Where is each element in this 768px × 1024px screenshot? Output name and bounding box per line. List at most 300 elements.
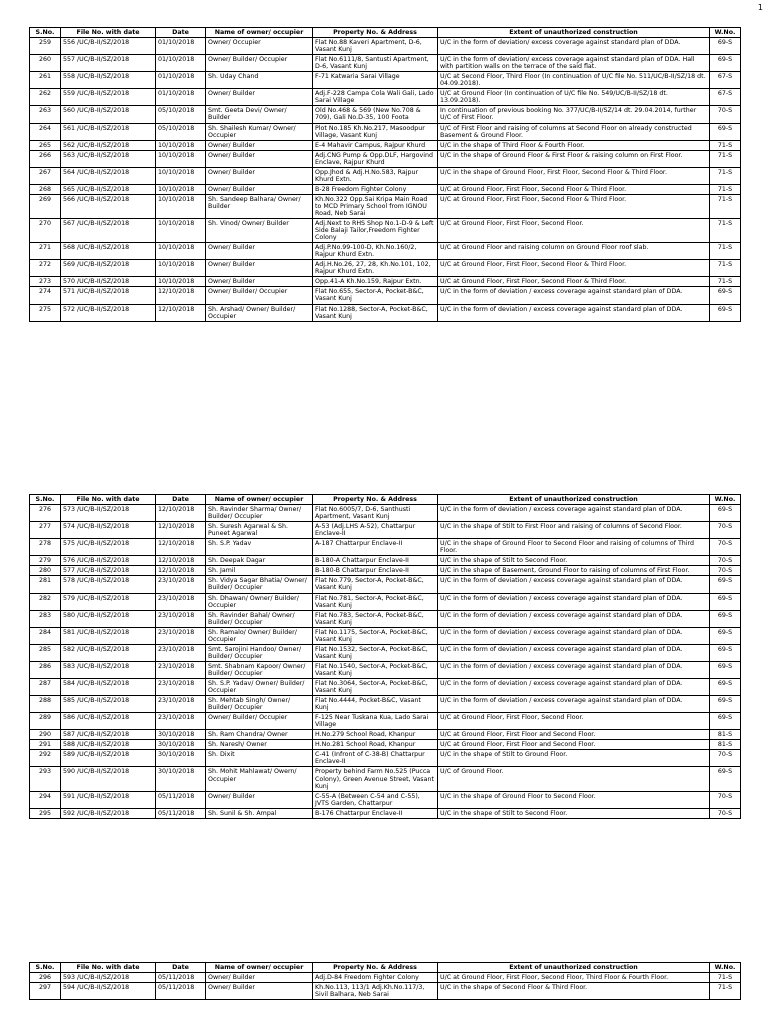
- cell-property: F-125 Near Tuskana Kua, Lado Sarai Village: [313, 713, 438, 730]
- column-header-property: Property No. & Address: [313, 963, 438, 973]
- cell-wno: 71-S: [710, 219, 741, 243]
- table-row: [30, 194, 741, 218]
- cell-date: 30/10/2018: [156, 740, 206, 750]
- cell-file: 562 /UC/B-II/SZ/2018: [61, 140, 156, 150]
- cell-owner: Sh. Deepak Dagar: [206, 556, 313, 566]
- cell-extent: U/C at Ground Floor, First Floor, Second Floor & Third Floor.: [438, 260, 710, 277]
- cell-wno: 70-S: [710, 808, 741, 818]
- cell-file: 581 /UC/B-II/SZ/2018: [61, 627, 156, 644]
- cell-owner: Sh. Arshad/ Owner/ Builder/ Occupier: [206, 304, 313, 321]
- cell-wno: 67-S: [710, 89, 741, 106]
- cell-property: Flat No.6005/7, D-6, Santhusti Apartment, Vasant Kunj: [313, 505, 438, 522]
- cell-property: Flat No.1532, Sector-A, Pocket-B&C, Vasant Kunj: [313, 644, 438, 661]
- cell-extent: U/C at Ground Floor, First Floor, Second Floor & Third Floor.: [438, 184, 710, 194]
- cell-wno: 69-S: [710, 644, 741, 661]
- cell-sno: 264: [30, 123, 61, 140]
- cell-sno: 293: [30, 767, 61, 791]
- column-header-extent: Extent of unauthorized construction: [438, 28, 710, 38]
- cell-file: 575 /UC/B-II/SZ/2018: [61, 539, 156, 556]
- cell-date: 10/10/2018: [156, 277, 206, 287]
- table-row: [30, 713, 741, 730]
- cell-property: C-41 (Infront of C-38-B) Chattarpur Enclave-II: [313, 750, 438, 767]
- table-row: [30, 277, 741, 287]
- cell-file: 593 /UC/B-II/SZ/2018: [61, 973, 156, 983]
- cell-sno: 263: [30, 106, 61, 123]
- cell-sno: 288: [30, 696, 61, 713]
- cell-file: 579 /UC/B-II/SZ/2018: [61, 593, 156, 610]
- cell-sno: 259: [30, 38, 61, 55]
- cell-property: Adj.F-228 Campa Cola Wali Gali, Lado Sarai Village: [313, 89, 438, 106]
- cell-sno: 266: [30, 150, 61, 167]
- cell-extent: U/C in the shape of Ground Floor & First Floor & raising column on First Floor.: [438, 150, 710, 167]
- cell-wno: 69-S: [710, 304, 741, 321]
- cell-owner: Owner/ Builder: [206, 243, 313, 260]
- cell-property: Flat No.781, Sector-A, Pocket-B&C, Vasant Kunj: [313, 593, 438, 610]
- column-header-wno: W.No.: [710, 963, 741, 973]
- cell-date: 23/10/2018: [156, 644, 206, 661]
- cell-date: 12/10/2018: [156, 556, 206, 566]
- cell-extent: U/C in the form of deviation / excess coverage against standard plan of DDA.: [438, 304, 710, 321]
- cell-extent: U/C in the form of deviation / excess coverage against standard plan of DDA.: [438, 661, 710, 678]
- table-row: [30, 522, 741, 539]
- cell-file: 578 /UC/B-II/SZ/2018: [61, 576, 156, 593]
- cell-file: 576 /UC/B-II/SZ/2018: [61, 556, 156, 566]
- cell-extent: In continuation of previous booking No. 377/UC/B-II/SZ/14 dt. 29.04.2014, further U/C of First Floor.: [438, 106, 710, 123]
- cell-file: 571 /UC/B-II/SZ/2018: [61, 287, 156, 304]
- cell-extent: U/C in the shape of Ground Floor to Second Floor.: [438, 791, 710, 808]
- cell-property: C-55-A (Between C-54 and C-55), JVTS Garden, Chattarpur: [313, 791, 438, 808]
- column-header-extent: Extent of unauthorized construction: [438, 495, 710, 505]
- cell-extent: U/C in the form of deviation / excess coverage against standard plan of DDA.: [438, 505, 710, 522]
- cell-owner: Sh. Dixit: [206, 750, 313, 767]
- cell-property: Flat No.1288, Sector-A, Pocket-B&C, Vasant Kunj: [313, 304, 438, 321]
- cell-date: 23/10/2018: [156, 576, 206, 593]
- cell-file: 572 /UC/B-II/SZ/2018: [61, 304, 156, 321]
- cell-owner: Owner/ Builder: [206, 167, 313, 184]
- cell-date: 12/10/2018: [156, 539, 206, 556]
- cell-owner: Smt. Geeta Devi/ Owner/ Builder: [206, 106, 313, 123]
- table-row: [30, 973, 741, 983]
- cell-owner: Owner/ Builder: [206, 277, 313, 287]
- cell-file: 561 /UC/B-II/SZ/2018: [61, 123, 156, 140]
- table-row: [30, 287, 741, 304]
- column-header-file: File No. with date: [61, 963, 156, 973]
- cell-extent: U/C in the shape of Stilt to First Floor and raising of columns of Second Floor.: [438, 522, 710, 539]
- cell-wno: 69-S: [710, 55, 741, 72]
- cell-owner: Owner/ Builder: [206, 150, 313, 167]
- cell-date: 30/10/2018: [156, 750, 206, 767]
- cell-property: B-180-B Chattarpur Enclave-II: [313, 566, 438, 576]
- cell-wno: 69-S: [710, 38, 741, 55]
- cell-extent: U/C at Ground Floor, First Floor and Second Floor.: [438, 730, 710, 740]
- cell-extent: U/C in the shape of Third Floor & Fourth Floor.: [438, 140, 710, 150]
- cell-date: 01/10/2018: [156, 72, 206, 89]
- table-row: [30, 505, 741, 522]
- cell-sno: 286: [30, 661, 61, 678]
- cell-owner: Sh. Sandeep Balhara/ Owner/ Builder: [206, 194, 313, 218]
- cell-extent: U/C in the shape of Second Floor & Third Floor.: [438, 983, 710, 1000]
- cell-extent: U/C in the form of deviation / excess coverage against standard plan of DDA.: [438, 696, 710, 713]
- column-header-owner: Name of owner/ occupier: [206, 963, 313, 973]
- cell-extent: U/C of Ground Floor.: [438, 767, 710, 791]
- table-row: [30, 678, 741, 695]
- cell-extent: U/C in the form of deviation / excess coverage against standard plan of DDA.: [438, 678, 710, 695]
- cell-sno: 272: [30, 260, 61, 277]
- table-row: [30, 730, 741, 740]
- cell-owner: Sh. Shailesh Kumar/ Owner/ Occupier: [206, 123, 313, 140]
- cell-date: 23/10/2018: [156, 627, 206, 644]
- cell-extent: U/C at Ground Floor, First Floor, Second Floor.: [438, 713, 710, 730]
- cell-extent: U/C in the shape of Basement, Ground Floor to raising of columns of First Floor.: [438, 566, 710, 576]
- cell-owner: Sh. Sunil & Sh. Ampal: [206, 808, 313, 818]
- cell-wno: 71-S: [710, 150, 741, 167]
- cell-file: 568 /UC/B-II/SZ/2018: [61, 243, 156, 260]
- cell-date: 05/11/2018: [156, 808, 206, 818]
- cell-file: 594 /UC/B-II/SZ/2018: [61, 983, 156, 1000]
- cell-sno: 297: [30, 983, 61, 1000]
- cell-property: Plot No.185 Kh.No.217, Masoodpur Village, Vasant Kunj: [313, 123, 438, 140]
- column-header-date: Date: [156, 28, 206, 38]
- cell-date: 05/10/2018: [156, 123, 206, 140]
- cell-property: Adj.Next to RHS Shop No.1-D-9 & Left Side Balaji Tailor,Freedom Fighter Colony: [313, 219, 438, 243]
- cell-date: 10/10/2018: [156, 140, 206, 150]
- cell-owner: Sh. S.P. Yadav/ Owner/ Builder/ Occupier: [206, 678, 313, 695]
- table-row: [30, 219, 741, 243]
- cell-sno: 281: [30, 576, 61, 593]
- cell-wno: 71-S: [710, 194, 741, 218]
- cell-extent: U/C in the shape of Ground Floor to Second Floor and raising of columns of Third Floor.: [438, 539, 710, 556]
- column-header-sno: S.No.: [30, 28, 61, 38]
- cell-wno: 69-S: [710, 123, 741, 140]
- cell-date: 10/10/2018: [156, 219, 206, 243]
- cell-extent: U/C in the shape of Ground Floor, First Floor, Second Floor & Third Floor.: [438, 167, 710, 184]
- cell-owner: Sh. Suresh Agarwal & Sh. Puneet Agarwal: [206, 522, 313, 539]
- table-row: [30, 808, 741, 818]
- cell-file: 566 /UC/B-II/SZ/2018: [61, 194, 156, 218]
- cell-property: Adj.D-84 Freedom Fighter Colony: [313, 973, 438, 983]
- records-table: [29, 962, 741, 1000]
- column-header-property: Property No. & Address: [313, 495, 438, 505]
- cell-sno: 276: [30, 505, 61, 522]
- cell-sno: 294: [30, 791, 61, 808]
- cell-date: 10/10/2018: [156, 167, 206, 184]
- cell-date: 10/10/2018: [156, 243, 206, 260]
- cell-sno: 261: [30, 72, 61, 89]
- cell-file: 573 /UC/B-II/SZ/2018: [61, 505, 156, 522]
- table-row: [30, 566, 741, 576]
- cell-property: A-53 (Adj.LHS A-52), Chattarpur Enclave-II: [313, 522, 438, 539]
- cell-sno: 282: [30, 593, 61, 610]
- cell-wno: 69-S: [710, 593, 741, 610]
- cell-wno: 81-S: [710, 740, 741, 750]
- table-row: [30, 661, 741, 678]
- table-header-row: [30, 495, 741, 505]
- table-header-row: [30, 28, 741, 38]
- cell-property: Adj.CNG Pump & Opp.DLF, Hargovind Enclave, Rajpur Khurd: [313, 150, 438, 167]
- cell-wno: 70-S: [710, 566, 741, 576]
- cell-date: 12/10/2018: [156, 505, 206, 522]
- cell-property: B-176 Chattarpur Enclave-II: [313, 808, 438, 818]
- cell-date: 01/10/2018: [156, 89, 206, 106]
- cell-file: 583 /UC/B-II/SZ/2018: [61, 661, 156, 678]
- cell-date: 30/10/2018: [156, 730, 206, 740]
- cell-property: Flat No.88 Kaveri Apartment, D-6, Vasant Kunj: [313, 38, 438, 55]
- cell-property: Old No.468 & 569 (New No.708 & 709), Gali No.D-35, 100 Foota: [313, 106, 438, 123]
- table-section-1: [29, 27, 740, 322]
- cell-file: 560 /UC/B-II/SZ/2018: [61, 106, 156, 123]
- cell-file: 577 /UC/B-II/SZ/2018: [61, 566, 156, 576]
- cell-extent: U/C at Ground Floor, First Floor and Second Floor.: [438, 740, 710, 750]
- cell-owner: Sh. Dhawan/ Owner/ Builder/ Occupier: [206, 593, 313, 610]
- cell-owner: Owner/ Builder: [206, 791, 313, 808]
- cell-sno: 265: [30, 140, 61, 150]
- cell-wno: 71-S: [710, 983, 741, 1000]
- table-header-row: [30, 963, 741, 973]
- cell-property: Kh.No.322 Opp.Sai Kripa Main Road to MCD Primary School from IGNOU Road, Neb Sarai: [313, 194, 438, 218]
- cell-property: Flat No.1540, Sector-A, Pocket-B&C, Vasant Kunj: [313, 661, 438, 678]
- cell-date: 05/11/2018: [156, 973, 206, 983]
- cell-wno: 71-S: [710, 973, 741, 983]
- cell-date: 01/10/2018: [156, 38, 206, 55]
- cell-date: 23/10/2018: [156, 593, 206, 610]
- table-row: [30, 539, 741, 556]
- column-header-sno: S.No.: [30, 963, 61, 973]
- cell-extent: U/C of First Floor and raising of columns at Second Floor on already constructed Basement & Ground Floor.: [438, 123, 710, 140]
- cell-file: 559 /UC/B-II/SZ/2018: [61, 89, 156, 106]
- cell-wno: 71-S: [710, 277, 741, 287]
- cell-file: 592 /UC/B-II/SZ/2018: [61, 808, 156, 818]
- column-header-wno: W.No.: [710, 28, 741, 38]
- cell-date: 12/10/2018: [156, 566, 206, 576]
- cell-extent: U/C at Ground Floor, First Floor, Second Floor & Third Floor.: [438, 277, 710, 287]
- cell-sno: 270: [30, 219, 61, 243]
- column-header-property: Property No. & Address: [313, 28, 438, 38]
- cell-wno: 70-S: [710, 539, 741, 556]
- cell-file: 588 /UC/B-II/SZ/2018: [61, 740, 156, 750]
- cell-property: Kh.No.113, 113/1 Adj.Kh.No.117/3, Sivil Balhara, Neb Sarai: [313, 983, 438, 1000]
- cell-wno: 71-S: [710, 140, 741, 150]
- cell-wno: 81-S: [710, 730, 741, 740]
- cell-owner: Sh. Ravinder Bahal/ Owner/ Builder/ Occupier: [206, 610, 313, 627]
- cell-property: Flat No.783, Sector-A, Pocket-B&C, Vasant Kunj: [313, 610, 438, 627]
- cell-extent: U/C in the form of deviation / excess coverage against standard plan of DDA.: [438, 610, 710, 627]
- page-number: 1: [757, 3, 763, 12]
- cell-owner: Smt. Shabnam Kapoor/ Owner/ Builder/ Occupier: [206, 661, 313, 678]
- table-row: [30, 767, 741, 791]
- table-row: [30, 740, 741, 750]
- cell-wno: 69-S: [710, 661, 741, 678]
- cell-date: 12/10/2018: [156, 304, 206, 321]
- cell-file: 565 /UC/B-II/SZ/2018: [61, 184, 156, 194]
- cell-wno: 67-S: [710, 72, 741, 89]
- cell-file: 569 /UC/B-II/SZ/2018: [61, 260, 156, 277]
- cell-sno: 291: [30, 740, 61, 750]
- records-table: [29, 494, 741, 819]
- cell-sno: 280: [30, 566, 61, 576]
- cell-property: Opp.Jhod & Adj.H.No.583, Rajpur Khurd Extn.: [313, 167, 438, 184]
- cell-property: Property behind Farm No.525 (Pucca Colony), Green Avenue Street, Vasant Kunj: [313, 767, 438, 791]
- column-header-owner: Name of owner/ occupier: [206, 495, 313, 505]
- cell-date: 12/10/2018: [156, 287, 206, 304]
- cell-sno: 284: [30, 627, 61, 644]
- cell-sno: 290: [30, 730, 61, 740]
- cell-wno: 69-S: [710, 767, 741, 791]
- cell-file: 591 /UC/B-II/SZ/2018: [61, 791, 156, 808]
- cell-date: 10/10/2018: [156, 260, 206, 277]
- cell-file: 557 /UC/B-II/SZ/2018: [61, 55, 156, 72]
- cell-extent: U/C at Ground Floor, First Floor, Second Floor.: [438, 219, 710, 243]
- table-row: [30, 123, 741, 140]
- cell-sno: 287: [30, 678, 61, 695]
- cell-property: Flat No.4444, Pocket-B&C, Vasant Kunj: [313, 696, 438, 713]
- cell-sno: 278: [30, 539, 61, 556]
- column-header-file: File No. with date: [61, 495, 156, 505]
- table-row: [30, 576, 741, 593]
- cell-property: H.No.281 School Road, Khanpur: [313, 740, 438, 750]
- cell-wno: 69-S: [710, 678, 741, 695]
- table-row: [30, 38, 741, 55]
- cell-sno: 296: [30, 973, 61, 983]
- cell-sno: 283: [30, 610, 61, 627]
- table-row: [30, 556, 741, 566]
- cell-owner: Sh. Naresh/ Owner: [206, 740, 313, 750]
- cell-sno: 273: [30, 277, 61, 287]
- column-header-owner: Name of owner/ occupier: [206, 28, 313, 38]
- table-row: [30, 750, 741, 767]
- cell-file: 585 /UC/B-II/SZ/2018: [61, 696, 156, 713]
- table-row: [30, 150, 741, 167]
- cell-date: 05/11/2018: [156, 791, 206, 808]
- cell-date: 12/10/2018: [156, 522, 206, 539]
- cell-property: Flat No.6111/8, Santusti Apartment, D-6, Vasant Kunj: [313, 55, 438, 72]
- cell-owner: Sh. Vidya Sagar Bhatia/ Owner/ Builder/ Occupier: [206, 576, 313, 593]
- cell-wno: 69-S: [710, 713, 741, 730]
- cell-wno: 70-S: [710, 556, 741, 566]
- cell-owner: Sh. Vinod/ Owner/ Builder: [206, 219, 313, 243]
- cell-sno: 285: [30, 644, 61, 661]
- cell-date: 23/10/2018: [156, 661, 206, 678]
- cell-property: H.No.279 School Road, Khanpur: [313, 730, 438, 740]
- cell-file: 574 /UC/B-II/SZ/2018: [61, 522, 156, 539]
- cell-file: 558 /UC/B-II/SZ/2018: [61, 72, 156, 89]
- cell-property: Flat No.779, Sector-A, Pocket-B&C, Vasant Kunj: [313, 576, 438, 593]
- cell-file: 590 /UC/B-II/SZ/2018: [61, 767, 156, 791]
- cell-date: 05/10/2018: [156, 106, 206, 123]
- cell-file: 584 /UC/B-II/SZ/2018: [61, 678, 156, 695]
- table-row: [30, 55, 741, 72]
- table-row: [30, 184, 741, 194]
- cell-date: 23/10/2018: [156, 696, 206, 713]
- cell-date: 10/10/2018: [156, 150, 206, 167]
- table-row: [30, 791, 741, 808]
- cell-property: B-28 Freedom Fighter Colony: [313, 184, 438, 194]
- cell-extent: U/C in the form of deviation / excess coverage against standard plan of DDA.: [438, 644, 710, 661]
- cell-extent: U/C in the form of deviation / excess coverage against standard plan of DDA.: [438, 627, 710, 644]
- table-row: [30, 243, 741, 260]
- cell-property: Adj.H.No.26, 27, 28, Kh.No.101, 102, Rajpur Khurd Extn.: [313, 260, 438, 277]
- cell-property: F-71 Katwaria Sarai Village: [313, 72, 438, 89]
- cell-sno: 295: [30, 808, 61, 818]
- cell-date: 23/10/2018: [156, 610, 206, 627]
- cell-wno: 69-S: [710, 627, 741, 644]
- cell-extent: U/C at Ground Floor, First Floor, Second Floor & Third Floor.: [438, 194, 710, 218]
- cell-sno: 274: [30, 287, 61, 304]
- column-header-file: File No. with date: [61, 28, 156, 38]
- table-row: [30, 983, 741, 1000]
- cell-extent: U/C at Ground Floor and raising column on Ground Floor roof slab.: [438, 243, 710, 260]
- cell-owner: Sh. Mohit Mahlawat/ Owern/ Occupier: [206, 767, 313, 791]
- cell-property: Adj.P.No.99-100-D, Kh.No.160/2, Rajpur Khurd Extn.: [313, 243, 438, 260]
- cell-extent: U/C in the form of deviation / excess coverage against standard plan of DDA.: [438, 287, 710, 304]
- table-row: [30, 644, 741, 661]
- cell-extent: U/C at Ground Floor (In continuation of U/C file No. 549/UC/B-II/SZ/18 dt. 13.09.2018).: [438, 89, 710, 106]
- column-header-date: Date: [156, 495, 206, 505]
- table-row: [30, 89, 741, 106]
- cell-wno: 70-S: [710, 522, 741, 539]
- table-row: [30, 593, 741, 610]
- cell-extent: U/C in the form of deviation/ excess coverage against standard plan of DDA. Hall with partition walls on the terrace of the said flat.: [438, 55, 710, 72]
- cell-owner: Sh. Ram Chandra/ Owner: [206, 730, 313, 740]
- cell-owner: Owner/ Builder: [206, 973, 313, 983]
- cell-property: B-180-A Chattarpur Enclave-II: [313, 556, 438, 566]
- cell-sno: 262: [30, 89, 61, 106]
- cell-owner: Owner/ Builder/ Occupier: [206, 287, 313, 304]
- cell-extent: U/C in the form of deviation / excess coverage against standard plan of DDA.: [438, 593, 710, 610]
- cell-date: 10/10/2018: [156, 184, 206, 194]
- cell-owner: Owner/ Builder: [206, 89, 313, 106]
- cell-owner: Owner/ Builder: [206, 140, 313, 150]
- cell-owner: Owner/ Builder: [206, 983, 313, 1000]
- cell-sno: 267: [30, 167, 61, 184]
- cell-file: 570 /UC/B-II/SZ/2018: [61, 277, 156, 287]
- table-row: [30, 260, 741, 277]
- cell-wno: 69-S: [710, 287, 741, 304]
- cell-date: 10/10/2018: [156, 194, 206, 218]
- cell-wno: 69-S: [710, 505, 741, 522]
- table-section-2: [29, 494, 740, 819]
- cell-date: 23/10/2018: [156, 713, 206, 730]
- table-row: [30, 304, 741, 321]
- column-header-date: Date: [156, 963, 206, 973]
- cell-file: 567 /UC/B-II/SZ/2018: [61, 219, 156, 243]
- cell-extent: U/C in the shape of Stilt to Second Floor.: [438, 556, 710, 566]
- cell-owner: Sh. Mehtab Singh/ Owner/ Builder/ Occupier: [206, 696, 313, 713]
- cell-property: E-4 Mahavir Campus, Rajpur Khurd: [313, 140, 438, 150]
- cell-file: 563 /UC/B-II/SZ/2018: [61, 150, 156, 167]
- cell-owner: Sh. S.P. Yadav: [206, 539, 313, 556]
- cell-extent: U/C in the form of deviation / excess coverage against standard plan of DDA.: [438, 576, 710, 593]
- cell-wno: 69-S: [710, 610, 741, 627]
- cell-file: 580 /UC/B-II/SZ/2018: [61, 610, 156, 627]
- cell-wno: 69-S: [710, 576, 741, 593]
- cell-date: 23/10/2018: [156, 678, 206, 695]
- cell-sno: 260: [30, 55, 61, 72]
- cell-sno: 268: [30, 184, 61, 194]
- cell-extent: U/C in the form of deviation/ excess coverage against standard plan of DDA.: [438, 38, 710, 55]
- column-header-sno: S.No.: [30, 495, 61, 505]
- cell-owner: Owner/ Builder/ Occupier: [206, 55, 313, 72]
- table-row: [30, 72, 741, 89]
- cell-sno: 269: [30, 194, 61, 218]
- column-header-wno: W.No.: [710, 495, 741, 505]
- cell-extent: U/C at Ground Floor, First Floor, Second Floor, Third Floor & Fourth Floor.: [438, 973, 710, 983]
- cell-file: 564 /UC/B-II/SZ/2018: [61, 167, 156, 184]
- cell-extent: U/C in the shape of Stilt to Second Floor.: [438, 808, 710, 818]
- cell-wno: 71-S: [710, 243, 741, 260]
- table-row: [30, 610, 741, 627]
- cell-owner: Owner/ Occupier: [206, 38, 313, 55]
- cell-owner: Sh. Uday Chand: [206, 72, 313, 89]
